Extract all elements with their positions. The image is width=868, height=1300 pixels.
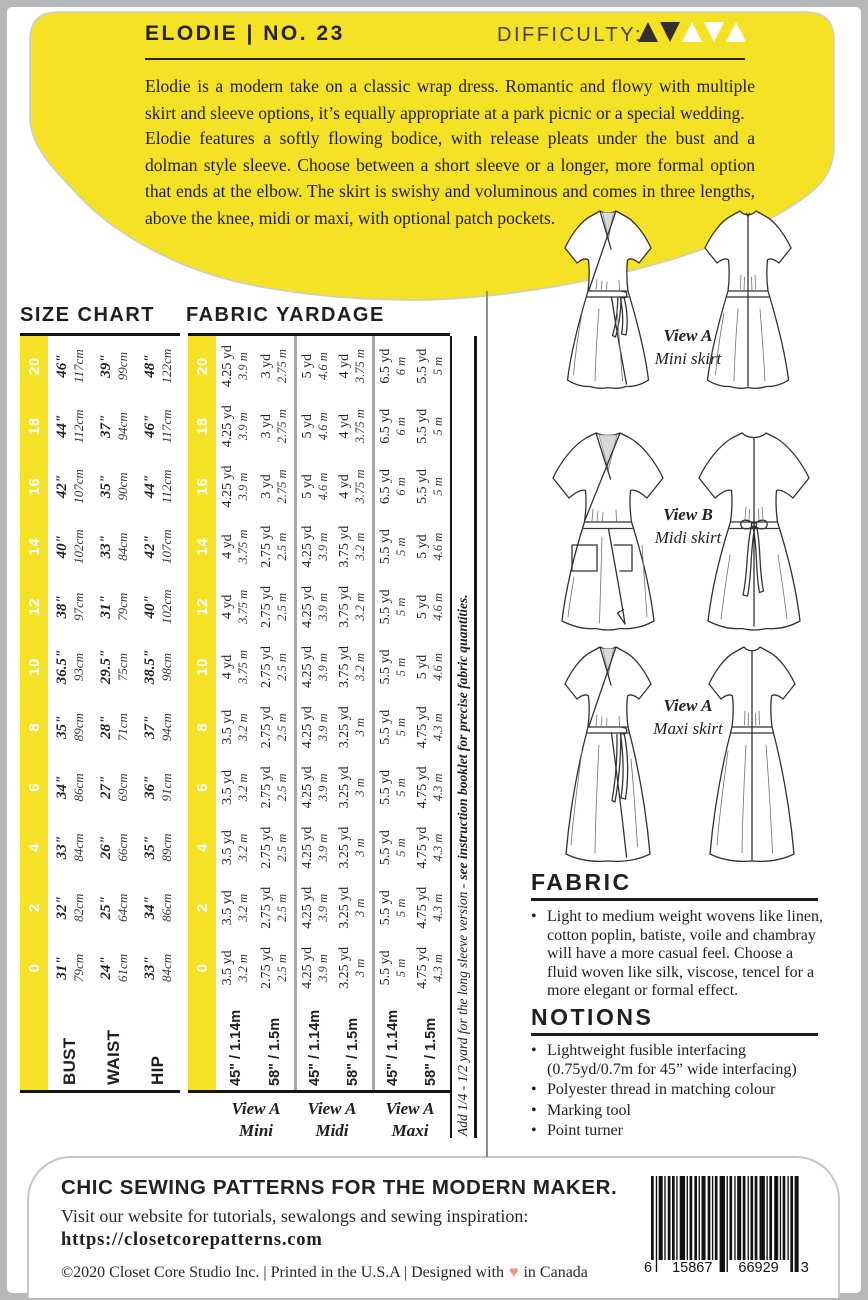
pattern-title: ELODIE | NO. 23 bbox=[145, 22, 345, 45]
size-chart-cell: 42" 107cm bbox=[142, 529, 174, 564]
size-header-cell: 0 bbox=[20, 938, 48, 998]
yardage-cell: 4 yd 3.75 m bbox=[220, 589, 251, 624]
yardage-cell: 3.75 yd 3.2 m bbox=[337, 646, 368, 689]
yardage-cell: 4 yd 3.75 m bbox=[220, 529, 251, 564]
size-chart-cell: 36.5" 93cm bbox=[54, 649, 86, 685]
column-divider bbox=[486, 291, 488, 1157]
notions-section-body bbox=[531, 1042, 823, 1143]
yardage-header-cell: 14 bbox=[188, 517, 216, 577]
yardage-cell: 2.75 yd 2.5 m bbox=[259, 646, 290, 689]
difficulty-triangle-3 bbox=[682, 22, 702, 42]
yardage-header-cell: 16 bbox=[188, 456, 216, 516]
size-chart-cell: 31" 79cm bbox=[98, 592, 130, 621]
yardage-cell: 3.75 yd 3.2 m bbox=[337, 585, 368, 628]
yardage-cell: 4.75 yd 4.3 m bbox=[415, 766, 446, 809]
size-chart-cell: 35" 90cm bbox=[98, 472, 130, 501]
fabric-yardage-table bbox=[188, 333, 450, 1093]
difficulty-rating bbox=[638, 22, 746, 42]
measurement-row-label: BUST bbox=[60, 1037, 79, 1085]
notions-item: • Lightweight fusible interfacing (0.75yd/0.7m for 45” wide interfacing) bbox=[531, 1042, 797, 1078]
notions-rule bbox=[531, 1033, 818, 1036]
fabric-width-label: 58" / 1.5m bbox=[422, 1017, 439, 1086]
notions-item: • Point turner bbox=[531, 1122, 623, 1139]
size-chart-cell: 33" 84cm bbox=[98, 532, 130, 561]
bullet-icon: • bbox=[531, 1042, 537, 1059]
yardage-cell: 5.5 yd 5 m bbox=[372, 577, 411, 637]
size-chart-cell: 35" 89cm bbox=[142, 833, 174, 862]
size-chart-cell: 24" 61cm bbox=[98, 953, 130, 982]
yardage-header-cell: 10 bbox=[188, 637, 216, 697]
size-chart-cell: 42" 107cm bbox=[54, 469, 86, 504]
fabric-section-title: FABRIC bbox=[531, 869, 632, 895]
size-chart-cell: 33" 84cm bbox=[54, 833, 86, 862]
barcode bbox=[644, 1176, 812, 1284]
size-chart-title: SIZE CHART bbox=[20, 304, 155, 326]
barcode-bar bbox=[790, 1176, 793, 1272]
yardage-cell: 3 yd 2.75 m bbox=[259, 349, 290, 384]
yardage-cell: 2.75 yd 2.5 m bbox=[259, 706, 290, 749]
yardage-header-cell: 2 bbox=[188, 878, 216, 938]
yardage-cell: 4.75 yd 4.3 m bbox=[415, 706, 446, 749]
yardage-cell: 3.25 yd 3 m bbox=[337, 766, 368, 809]
barcode-bar bbox=[769, 1176, 772, 1260]
barcode-bar bbox=[680, 1176, 685, 1260]
barcode-bar bbox=[748, 1176, 749, 1260]
yardage-cell: 4.25 yd 3.9 m bbox=[294, 757, 333, 817]
yardage-bar-corner bbox=[188, 998, 216, 1090]
size-chart-cell: 44" 112cm bbox=[54, 409, 86, 444]
bullet-icon: • bbox=[531, 1081, 537, 1098]
fabric-section-body bbox=[531, 908, 823, 1003]
size-chart-cell: 32" 82cm bbox=[54, 893, 86, 922]
size-chart-table bbox=[20, 333, 180, 1093]
yardage-cell: 4 yd 3.75 m bbox=[337, 409, 368, 444]
yardage-cell: 6.5 yd 6 m bbox=[372, 456, 411, 516]
yardage-cell: 5.5 yd 5 m bbox=[372, 817, 411, 877]
size-chart-cell: 39" 99cm bbox=[98, 352, 130, 381]
barcode-bar bbox=[702, 1176, 706, 1260]
yardage-cell: 3.5 yd 3.2 m bbox=[220, 769, 251, 805]
difficulty-triangle-2 bbox=[660, 22, 680, 42]
barcode-bar bbox=[720, 1176, 725, 1272]
barcode-bar bbox=[708, 1176, 711, 1260]
notions-item: • Marking tool bbox=[531, 1101, 631, 1119]
yardage-cell: 4.25 yd 3.9 m bbox=[220, 345, 251, 388]
size-header-cell: 2 bbox=[20, 878, 48, 938]
barcode-bar bbox=[750, 1176, 753, 1260]
barcode-bar bbox=[651, 1176, 654, 1272]
website-invitation: Visit our website for tutorials, sewalongs and sewing inspiration: bbox=[61, 1206, 529, 1226]
yardage-cell: 5.5 yd 5 m bbox=[372, 697, 411, 757]
yardage-cell: 4.75 yd 4.3 m bbox=[415, 886, 446, 929]
size-chart-cell: 44" 112cm bbox=[142, 469, 174, 504]
barcode-bar bbox=[783, 1176, 786, 1260]
yardage-header-cell: 0 bbox=[188, 938, 216, 998]
fabric-width-label: 45" / 1.14m bbox=[227, 1009, 244, 1086]
barcode-bar bbox=[795, 1176, 799, 1272]
measurement-row-label: HIP bbox=[148, 1055, 167, 1085]
yardage-cell: 5.5 yd 5 m bbox=[372, 637, 411, 697]
yardage-cell: 4.25 yd 3.9 m bbox=[294, 577, 333, 637]
view-label-mini: View A Mini skirt bbox=[654, 326, 722, 368]
yardage-group-label-mini: View A Mini bbox=[231, 1099, 281, 1140]
yardage-cell: 2.75 yd 2.5 m bbox=[259, 525, 290, 568]
website-url: https://closetcorepatterns.com bbox=[61, 1230, 323, 1250]
yardage-cell: 4.25 yd 3.9 m bbox=[294, 938, 333, 998]
yardage-cell: 5.5 yd 5 m bbox=[372, 938, 411, 998]
size-chart-cell: 28" 71cm bbox=[98, 713, 130, 742]
size-chart-cell: 37" 94cm bbox=[142, 713, 174, 742]
yardage-cell: 3.25 yd 3 m bbox=[337, 706, 368, 749]
yardage-cell: 2.75 yd 2.5 m bbox=[259, 766, 290, 809]
yardage-cell: 4.25 yd 3.9 m bbox=[220, 465, 251, 508]
barcode-bar bbox=[699, 1176, 700, 1260]
barcode-bar bbox=[668, 1176, 671, 1260]
view-label-midi: View B Midi skirt bbox=[654, 505, 722, 547]
barcode-bar bbox=[760, 1176, 765, 1260]
illustration-view-a-maxi-front bbox=[556, 639, 660, 865]
description-paragraph-2: Elodie features a softly flowing bodice, with release pleats under the bust and a dolman style sleeve. Choose between a short sleeve or a longer, more formal option that ends at the elbow. The skirt is swishy and voluminous and comes in three lengths, above the knee, midi or maxi, with optional patch pockets. bbox=[145, 128, 755, 228]
size-header-cell: 12 bbox=[20, 577, 48, 637]
size-chart-cell: 27" 69cm bbox=[98, 773, 130, 802]
yardage-cell: 3.5 yd 3.2 m bbox=[220, 709, 251, 745]
yardage-cell: 3 yd 2.75 m bbox=[259, 409, 290, 444]
yardage-cell: 4.25 yd 3.9 m bbox=[294, 697, 333, 757]
barcode-bar bbox=[659, 1176, 663, 1260]
barcode-digits: 6 15867 66929 3 bbox=[644, 1260, 809, 1276]
size-header-cell: 8 bbox=[20, 697, 48, 757]
barcode-bar bbox=[664, 1176, 665, 1260]
size-chart-cell: 29.5" 75cm bbox=[98, 649, 130, 685]
yardage-cell: 4 yd 3.75 m bbox=[337, 469, 368, 504]
yardage-cell: 5.5 yd 5 m bbox=[415, 348, 446, 384]
size-bar-corner bbox=[20, 998, 48, 1090]
brand-tagline: CHIC SEWING PATTERNS FOR THE MODERN MAKER. bbox=[61, 1176, 618, 1199]
size-header-cell: 6 bbox=[20, 757, 48, 817]
yardage-cell: 4.25 yd 3.9 m bbox=[294, 517, 333, 577]
yardage-header-cell: 6 bbox=[188, 757, 216, 817]
fabric-width-label: 45" / 1.14m bbox=[294, 998, 333, 1090]
yardage-header-cell: 20 bbox=[188, 336, 216, 396]
barcode-bar bbox=[712, 1176, 713, 1260]
yardage-cell: 4.25 yd 3.9 m bbox=[294, 878, 333, 938]
yardage-cell: 2.75 yd 2.5 m bbox=[259, 826, 290, 869]
view-label-maxi: View A Maxi skirt bbox=[653, 696, 723, 738]
yardage-cell: 6.5 yd 6 m bbox=[372, 396, 411, 456]
size-chart-cell: 40" 102cm bbox=[142, 589, 174, 625]
size-header-cell: 14 bbox=[20, 517, 48, 577]
size-chart-cell: 38" 97cm bbox=[54, 592, 86, 621]
fabric-width-label: 58" / 1.5m bbox=[344, 1017, 361, 1086]
barcode-bar bbox=[737, 1176, 741, 1260]
yardage-cell: 4.25 yd 3.9 m bbox=[294, 817, 333, 877]
yardage-cell: 3.5 yd 3.2 m bbox=[220, 890, 251, 926]
yardage-group-label-maxi: View A Maxi bbox=[385, 1099, 435, 1140]
size-header-cell: 10 bbox=[20, 637, 48, 697]
yardage-cell: 3 yd 2.75 m bbox=[259, 469, 290, 504]
size-chart-cell: 40" 102cm bbox=[54, 529, 86, 564]
yardage-header-cell: 18 bbox=[188, 396, 216, 456]
measurement-row-label: WAIST bbox=[104, 1029, 123, 1085]
size-chart-cell: 46" 117cm bbox=[54, 349, 86, 383]
yardage-cell: 4.75 yd 4.3 m bbox=[415, 826, 446, 869]
yardage-cell: 5 yd 4.6 m bbox=[415, 532, 446, 561]
size-chart-cell: 26" 66cm bbox=[98, 833, 130, 862]
size-chart-cell: 46" 117cm bbox=[142, 409, 174, 444]
barcode-bar bbox=[766, 1176, 767, 1260]
yardage-cell: 5.5 yd 5 m bbox=[372, 878, 411, 938]
fabric-rule bbox=[531, 898, 818, 901]
size-header-cell: 4 bbox=[20, 817, 48, 877]
fabric-yardage-title: FABRIC YARDAGE bbox=[186, 304, 385, 326]
yardage-header-cell: 8 bbox=[188, 697, 216, 757]
fabric-item: • Light to medium weight wovens like linen, cotton poplin, batiste, voile and chambray will have a more casual feel. Choose a fluid woven like silk, viscose, tencel for a more elegant or formal effect. bbox=[531, 908, 823, 999]
heart-icon: ♥ bbox=[508, 1264, 519, 1281]
yardage-cell: 5 yd 4.6 m bbox=[415, 653, 446, 681]
yardage-cell: 3.5 yd 3.2 m bbox=[220, 950, 251, 986]
barcode-bar bbox=[715, 1176, 718, 1260]
yardage-cell: 5.5 yd 5 m bbox=[415, 468, 446, 504]
title-divider bbox=[145, 58, 745, 60]
size-header-cell: 18 bbox=[20, 396, 48, 456]
barcode-bar bbox=[672, 1176, 675, 1260]
bullet-icon: • bbox=[531, 1122, 537, 1139]
yardage-cell: 3.75 yd 3.2 m bbox=[337, 525, 368, 568]
barcode-bar bbox=[727, 1176, 728, 1272]
yardage-cell: 3.25 yd 3 m bbox=[337, 886, 368, 929]
yardage-group-label-midi: View A Midi bbox=[307, 1099, 357, 1140]
illustration-view-a-maxi-back bbox=[700, 639, 804, 865]
yardage-cell: 2.75 yd 2.5 m bbox=[259, 886, 290, 929]
yardage-cell: 4 yd 3.75 m bbox=[220, 650, 251, 685]
size-chart-cell: 48" 122cm bbox=[142, 348, 174, 384]
yardage-cell: 5 yd 4.6 m bbox=[294, 396, 333, 456]
bullet-icon: • bbox=[531, 908, 537, 925]
barcode-bar bbox=[780, 1176, 781, 1260]
yardage-note-text: Add 1/4 - 1/2 yard for the long sleeve version - bbox=[455, 883, 470, 1136]
size-chart-cell: 36" 91cm bbox=[142, 773, 174, 802]
yardage-header-cell: 4 bbox=[188, 817, 216, 877]
yardage-cell: 4.75 yd 4.3 m bbox=[415, 946, 446, 989]
difficulty-triangle-1 bbox=[638, 22, 658, 42]
difficulty-triangle-5 bbox=[726, 22, 746, 42]
size-chart-cell: 34" 86cm bbox=[54, 773, 86, 802]
barcode-bar bbox=[676, 1176, 677, 1260]
size-chart-cell: 35" 89cm bbox=[54, 713, 86, 742]
copyright-line: ©2020 Closet Core Studio Inc. | Printed in the U.S.A | Designed with ♥ in Canada bbox=[61, 1264, 588, 1281]
yardage-cell: 3.25 yd 3 m bbox=[337, 826, 368, 869]
size-chart-cell: 38.5" 98cm bbox=[142, 649, 174, 685]
yardage-cell: 5.5 yd 5 m bbox=[372, 757, 411, 817]
barcode-bar bbox=[734, 1176, 735, 1260]
yardage-note bbox=[450, 338, 472, 1138]
yardage-cell: 2.75 yd 2.5 m bbox=[259, 585, 290, 628]
size-header-cell: 16 bbox=[20, 456, 48, 516]
size-chart-cell: 31" 79cm bbox=[54, 953, 86, 982]
size-chart-cell: 34" 86cm bbox=[142, 893, 174, 922]
barcode-bar bbox=[656, 1176, 657, 1272]
barcode-bar bbox=[774, 1176, 778, 1260]
notions-item: • Polyester thread in matching colour bbox=[531, 1081, 776, 1098]
yardage-cell: 4.25 yd 3.9 m bbox=[220, 405, 251, 448]
difficulty-triangle-4 bbox=[704, 22, 724, 42]
yardage-cell: 2.75 yd 2.5 m bbox=[259, 946, 290, 989]
size-chart-cell: 25" 64cm bbox=[98, 893, 130, 922]
yardage-header-cell: 12 bbox=[188, 577, 216, 637]
fabric-width-label: 58" / 1.5m bbox=[266, 1017, 283, 1086]
barcode-bar bbox=[743, 1176, 746, 1260]
barcode-bar bbox=[694, 1176, 697, 1260]
size-chart-cell: 33" 84cm bbox=[142, 953, 174, 982]
yardage-cell: 4 yd 3.75 m bbox=[337, 349, 368, 384]
size-header-cell: 20 bbox=[20, 336, 48, 396]
description-paragraph-1: Elodie is a modern take on a classic wrap dress. Romantic and flowy with multiple skirt and sleeve options, it’s equally appropriate at a park picnic or a special wedding. bbox=[145, 76, 755, 123]
yardage-cell: 4.25 yd 3.9 m bbox=[294, 637, 333, 697]
barcode-bar bbox=[687, 1176, 688, 1260]
yardage-note-bold: see instruction booklet for precise fabric quantities. bbox=[455, 594, 470, 880]
difficulty-label: DIFFICULTY: bbox=[497, 24, 644, 46]
yardage-cell: 6.5 yd 6 m bbox=[372, 336, 411, 396]
yardage-cell: 5.5 yd 5 m bbox=[415, 408, 446, 444]
barcode-bar bbox=[787, 1176, 788, 1260]
yardage-cell: 5 yd 4.6 m bbox=[294, 336, 333, 396]
fabric-width-label: 45" / 1.14m bbox=[372, 998, 411, 1090]
notions-section-title: NOTIONS bbox=[531, 1004, 654, 1030]
barcode-bar bbox=[729, 1176, 732, 1260]
yardage-cell: 5 yd 4.6 m bbox=[294, 456, 333, 516]
yardage-cell: 3.5 yd 3.2 m bbox=[220, 830, 251, 866]
barcode-bar bbox=[755, 1176, 758, 1260]
barcode-bar bbox=[690, 1176, 693, 1260]
yardage-cell: 5.5 yd 5 m bbox=[372, 517, 411, 577]
bullet-icon: • bbox=[531, 1101, 537, 1119]
yardage-cell: 3.25 yd 3 m bbox=[337, 946, 368, 989]
size-chart-cell: 37" 94cm bbox=[98, 412, 130, 441]
yardage-cell: 5 yd 4.6 m bbox=[415, 592, 446, 621]
